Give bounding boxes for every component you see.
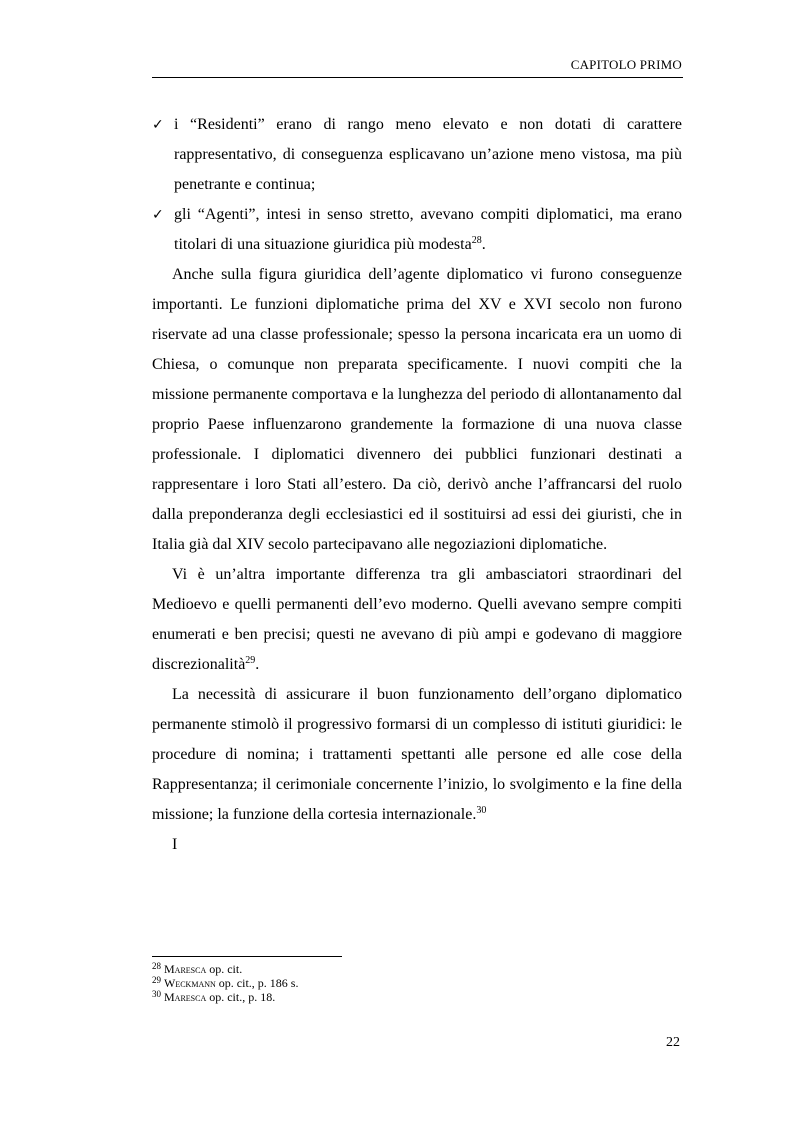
footnote-ref[interactable]: 30	[476, 805, 487, 816]
page-header	[152, 56, 683, 78]
footnote-author: Weckmann	[164, 976, 216, 990]
bullet-item: ✓ gli “Agenti”, intesi in senso stretto, avevano compiti diplomatici, ma erano titolari di una situazione giuridica più modesta$^{28}$.	[152, 200, 682, 260]
footnote-author: Maresca	[164, 962, 207, 976]
chapter-title: CAPITOLO PRIMO	[570, 57, 682, 72]
check-icon: ✓	[152, 207, 164, 223]
footnote: $^{28}$ Maresca op. cit.	[152, 961, 243, 976]
body-text	[152, 110, 682, 860]
footnote-author: Maresca	[164, 990, 207, 1004]
footnotes	[152, 962, 298, 1004]
bullet-item	[152, 110, 682, 200]
footnote-ref[interactable]: 28	[471, 235, 482, 246]
paragraph: I	[172, 836, 178, 853]
paragraph: Vi è un’altra importante differenza tra gli ambasciatori straordinari del Medioevo e quelli permanenti dell’evo moderno. Quelli avevano sempre compiti enumerati e ben precisi; questi ne avevano di più ampi e godevano di maggiore discrezionalità$^{29}$.	[152, 566, 682, 673]
page-number: 22	[666, 1035, 680, 1050]
footnote: $^{30}$ Maresca op. cit., p. 18.	[152, 989, 276, 1004]
paragraph: Anche sulla figura giuridica dell’agente diplomatico vi furono conseguenze importanti. Le funzioni diplomatiche prima del XV e XVI secolo non furono riservate ad una classe professionale; spesso la persona incaricata era un uomo di Chiesa, o comunque non preparata specificamente. I nuovi compiti che la missione permanente comportava e la lunghezza del periodo di allontanamento dal proprio Paese influenzarono grandemente la formazione di una nuova classe professionale. I diplomatici divennero dei pubblici funzionari destinati a rappresentare i loro Stati all’estero. Da ciò, derivò anche l’affrancarsi del ruolo dalla preponderanza degli ecclesiastici ed il sostituirsi ad essi dei giuristi, che in Italia già dal XIV secolo partecipavano alle negoziazioni diplomatiche.	[152, 266, 682, 553]
bullet-text: gli “Agenti”, intesi in senso stretto, avevano compiti diplomatici, ma erano titolari di una situazione giuridica più modesta	[174, 206, 682, 253]
check-icon: ✓	[152, 117, 164, 133]
footnote-ref[interactable]: 29	[245, 655, 256, 666]
paragraph: La necessità di assicurare il buon funzionamento dell’organo diplomatico permanente stimolò il progressivo formarsi di un complesso di istituti giuridici: le procedure di nomina; i trattamenti spettanti alle persone ed alle cose della Rappresentanza; il cerimoniale concernente l’inizio, lo svolgimento e la fine della missione; la funzione della cortesia internazionale.$^{30}$	[152, 686, 682, 823]
footnote: $^{29}$ Weckmann op. cit., p. 186 s.	[152, 975, 299, 990]
bullet-text: i “Residenti” erano di rango meno elevato e non dotati di carattere rappresentativo, di conseguenza esplicavano un’azione meno vistosa, ma più penetrante e continua;	[174, 116, 682, 193]
footnote-divider	[152, 956, 342, 957]
